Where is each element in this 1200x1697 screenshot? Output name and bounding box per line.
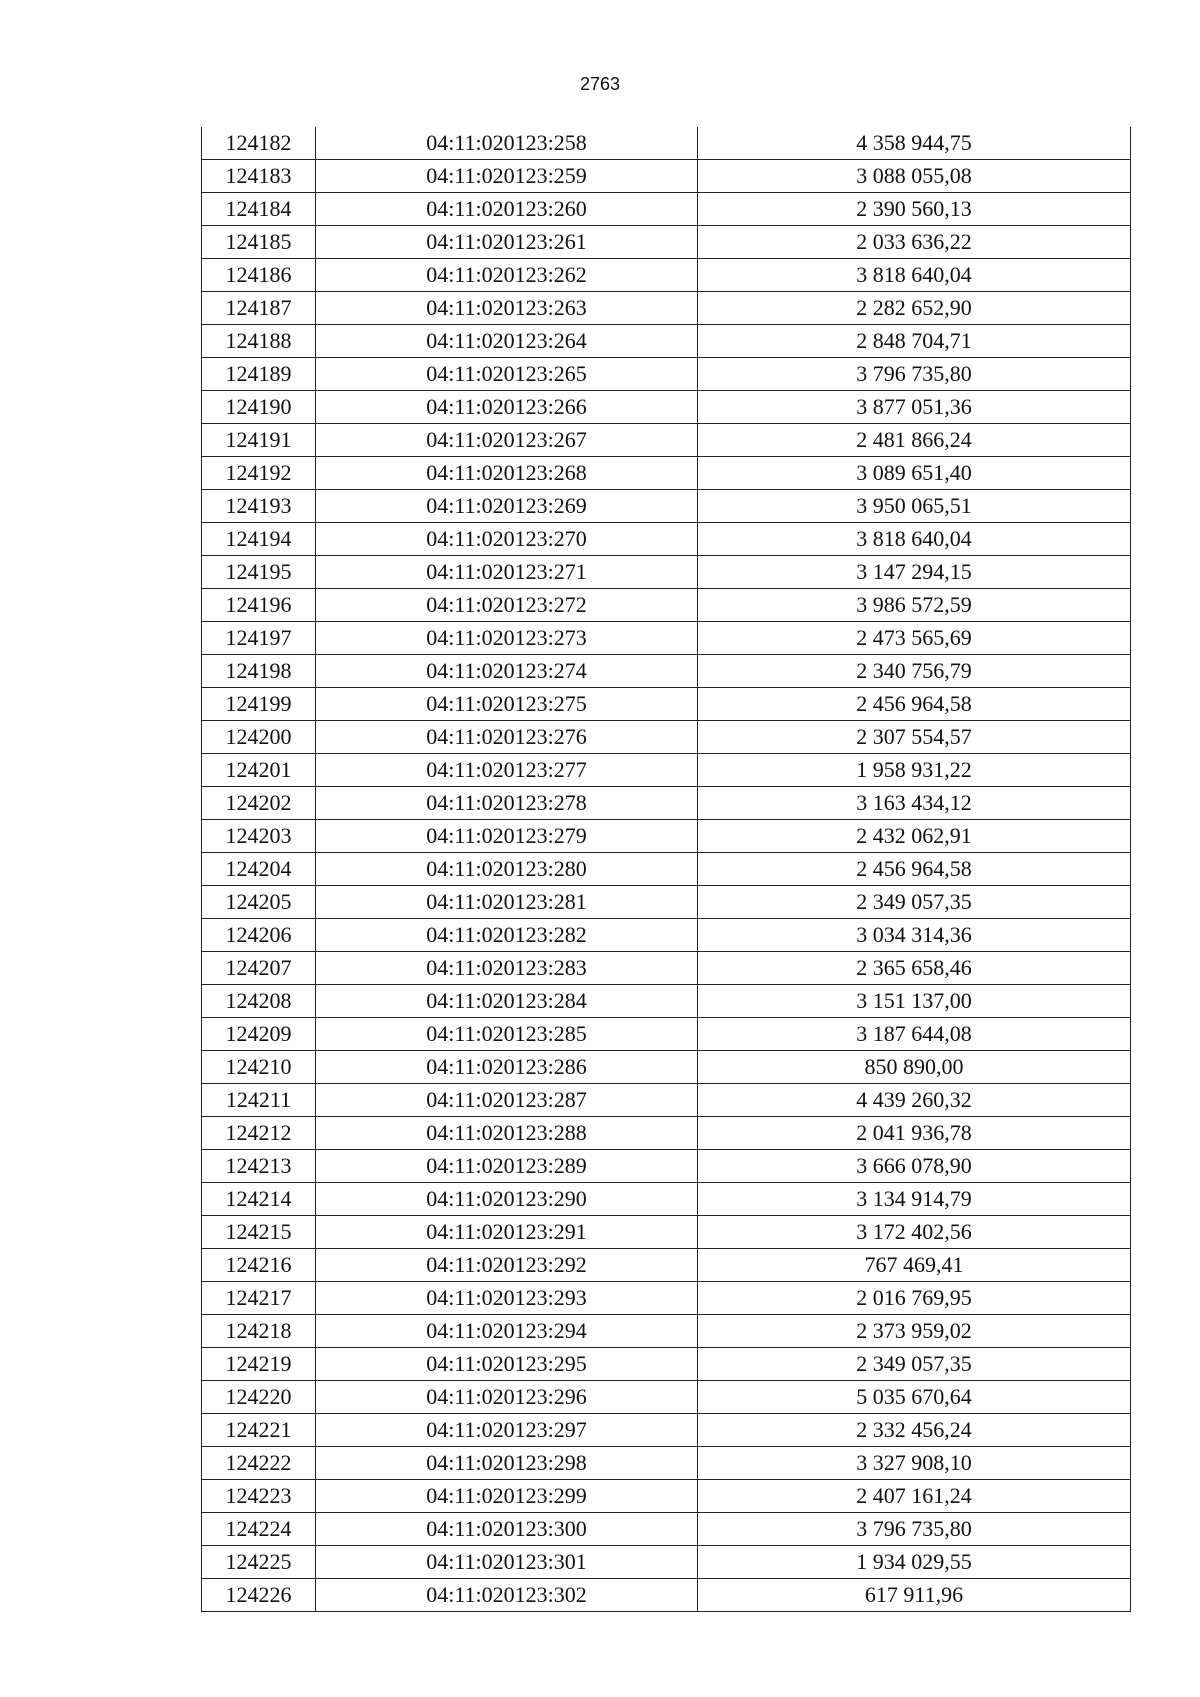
row-number-cell: 124213 bbox=[202, 1150, 316, 1183]
table-row bbox=[202, 1183, 1131, 1216]
row-number-cell: 124184 bbox=[202, 193, 316, 226]
table-row bbox=[202, 886, 1131, 919]
cadastral-number-cell: 04:11:020123:265 bbox=[316, 358, 698, 391]
row-number-cell: 124197 bbox=[202, 622, 316, 655]
cadastral-number-cell: 04:11:020123:262 bbox=[316, 259, 698, 292]
row-number-cell: 124218 bbox=[202, 1315, 316, 1348]
cadastral-value-cell: 4 439 260,32 bbox=[698, 1084, 1131, 1117]
table-row bbox=[202, 1546, 1131, 1579]
cadastral-number-cell: 04:11:020123:302 bbox=[316, 1579, 698, 1612]
table-row bbox=[202, 754, 1131, 787]
row-number-cell: 124216 bbox=[202, 1249, 316, 1282]
cadastral-number-cell: 04:11:020123:297 bbox=[316, 1414, 698, 1447]
row-number-cell: 124202 bbox=[202, 787, 316, 820]
row-number-cell: 124195 bbox=[202, 556, 316, 589]
table-row bbox=[202, 1579, 1131, 1612]
table-row bbox=[202, 688, 1131, 721]
row-number-cell: 124205 bbox=[202, 886, 316, 919]
table-row bbox=[202, 556, 1131, 589]
table-row bbox=[202, 655, 1131, 688]
table-row bbox=[202, 1447, 1131, 1480]
cadastral-value-cell: 2 033 636,22 bbox=[698, 226, 1131, 259]
table-row bbox=[202, 1513, 1131, 1546]
cadastral-number-cell: 04:11:020123:290 bbox=[316, 1183, 698, 1216]
row-number-cell: 124208 bbox=[202, 985, 316, 1018]
table-row bbox=[202, 1480, 1131, 1513]
cadastral-number-cell: 04:11:020123:268 bbox=[316, 457, 698, 490]
cadastral-value-cell: 3 796 735,80 bbox=[698, 1513, 1131, 1546]
cadastral-value-cell: 617 911,96 bbox=[698, 1579, 1131, 1612]
row-number-cell: 124211 bbox=[202, 1084, 316, 1117]
row-number-cell: 124187 bbox=[202, 292, 316, 325]
cadastral-value-table bbox=[201, 127, 1131, 1612]
row-number-cell: 124203 bbox=[202, 820, 316, 853]
cadastral-value-cell: 2 349 057,35 bbox=[698, 1348, 1131, 1381]
cadastral-value-cell: 2 481 866,24 bbox=[698, 424, 1131, 457]
row-number-cell: 124200 bbox=[202, 721, 316, 754]
cadastral-value-cell: 2 332 456,24 bbox=[698, 1414, 1131, 1447]
table-row bbox=[202, 787, 1131, 820]
cadastral-number-cell: 04:11:020123:275 bbox=[316, 688, 698, 721]
cadastral-value-cell: 1 934 029,55 bbox=[698, 1546, 1131, 1579]
cadastral-number-cell: 04:11:020123:258 bbox=[316, 127, 698, 160]
cadastral-number-cell: 04:11:020123:300 bbox=[316, 1513, 698, 1546]
table-row bbox=[202, 1414, 1131, 1447]
table-row bbox=[202, 523, 1131, 556]
cadastral-number-cell: 04:11:020123:287 bbox=[316, 1084, 698, 1117]
row-number-cell: 124212 bbox=[202, 1117, 316, 1150]
table-row bbox=[202, 259, 1131, 292]
table-row bbox=[202, 622, 1131, 655]
cadastral-number-cell: 04:11:020123:263 bbox=[316, 292, 698, 325]
table-row bbox=[202, 292, 1131, 325]
row-number-cell: 124225 bbox=[202, 1546, 316, 1579]
row-number-cell: 124199 bbox=[202, 688, 316, 721]
table-row bbox=[202, 1051, 1131, 1084]
cadastral-value-cell: 3 034 314,36 bbox=[698, 919, 1131, 952]
row-number-cell: 124186 bbox=[202, 259, 316, 292]
cadastral-value-cell: 2 456 964,58 bbox=[698, 853, 1131, 886]
cadastral-number-cell: 04:11:020123:260 bbox=[316, 193, 698, 226]
cadastral-value-cell: 2 407 161,24 bbox=[698, 1480, 1131, 1513]
cadastral-number-cell: 04:11:020123:283 bbox=[316, 952, 698, 985]
row-number-cell: 124224 bbox=[202, 1513, 316, 1546]
cadastral-number-cell: 04:11:020123:299 bbox=[316, 1480, 698, 1513]
table-row bbox=[202, 1381, 1131, 1414]
row-number-cell: 124190 bbox=[202, 391, 316, 424]
cadastral-number-cell: 04:11:020123:269 bbox=[316, 490, 698, 523]
row-number-cell: 124217 bbox=[202, 1282, 316, 1315]
cadastral-number-cell: 04:11:020123:273 bbox=[316, 622, 698, 655]
row-number-cell: 124198 bbox=[202, 655, 316, 688]
row-number-cell: 124194 bbox=[202, 523, 316, 556]
row-number-cell: 124210 bbox=[202, 1051, 316, 1084]
cadastral-value-cell: 3 666 078,90 bbox=[698, 1150, 1131, 1183]
cadastral-number-cell: 04:11:020123:298 bbox=[316, 1447, 698, 1480]
table-row bbox=[202, 1348, 1131, 1381]
row-number-cell: 124191 bbox=[202, 424, 316, 457]
cadastral-value-cell: 2 041 936,78 bbox=[698, 1117, 1131, 1150]
cadastral-number-cell: 04:11:020123:285 bbox=[316, 1018, 698, 1051]
row-number-cell: 124196 bbox=[202, 589, 316, 622]
row-number-cell: 124204 bbox=[202, 853, 316, 886]
table-row bbox=[202, 919, 1131, 952]
cadastral-value-cell: 850 890,00 bbox=[698, 1051, 1131, 1084]
cadastral-value-cell: 767 469,41 bbox=[698, 1249, 1131, 1282]
cadastral-number-cell: 04:11:020123:261 bbox=[316, 226, 698, 259]
cadastral-number-cell: 04:11:020123:291 bbox=[316, 1216, 698, 1249]
table-row bbox=[202, 1249, 1131, 1282]
cadastral-value-cell: 3 818 640,04 bbox=[698, 259, 1131, 292]
cadastral-number-cell: 04:11:020123:301 bbox=[316, 1546, 698, 1579]
cadastral-number-cell: 04:11:020123:294 bbox=[316, 1315, 698, 1348]
table-row bbox=[202, 820, 1131, 853]
table-row bbox=[202, 721, 1131, 754]
row-number-cell: 124193 bbox=[202, 490, 316, 523]
cadastral-number-cell: 04:11:020123:286 bbox=[316, 1051, 698, 1084]
cadastral-value-cell: 2 307 554,57 bbox=[698, 721, 1131, 754]
cadastral-value-cell: 2 373 959,02 bbox=[698, 1315, 1131, 1348]
row-number-cell: 124207 bbox=[202, 952, 316, 985]
table-row bbox=[202, 853, 1131, 886]
cadastral-number-cell: 04:11:020123:281 bbox=[316, 886, 698, 919]
table-row bbox=[202, 160, 1131, 193]
cadastral-value-cell: 2 016 769,95 bbox=[698, 1282, 1131, 1315]
cadastral-value-cell: 3 089 651,40 bbox=[698, 457, 1131, 490]
row-number-cell: 124192 bbox=[202, 457, 316, 490]
row-number-cell: 124201 bbox=[202, 754, 316, 787]
cadastral-value-cell: 3 986 572,59 bbox=[698, 589, 1131, 622]
row-number-cell: 124220 bbox=[202, 1381, 316, 1414]
row-number-cell: 124215 bbox=[202, 1216, 316, 1249]
row-number-cell: 124222 bbox=[202, 1447, 316, 1480]
cadastral-number-cell: 04:11:020123:288 bbox=[316, 1117, 698, 1150]
row-number-cell: 124183 bbox=[202, 160, 316, 193]
cadastral-number-cell: 04:11:020123:272 bbox=[316, 589, 698, 622]
cadastral-number-cell: 04:11:020123:284 bbox=[316, 985, 698, 1018]
row-number-cell: 124223 bbox=[202, 1480, 316, 1513]
row-number-cell: 124185 bbox=[202, 226, 316, 259]
row-number-cell: 124221 bbox=[202, 1414, 316, 1447]
cadastral-value-cell: 3 172 402,56 bbox=[698, 1216, 1131, 1249]
cadastral-value-cell: 4 358 944,75 bbox=[698, 127, 1131, 160]
cadastral-number-cell: 04:11:020123:274 bbox=[316, 655, 698, 688]
table-row bbox=[202, 1216, 1131, 1249]
table-row bbox=[202, 1282, 1131, 1315]
cadastral-value-cell: 3 163 434,12 bbox=[698, 787, 1131, 820]
table-row bbox=[202, 226, 1131, 259]
row-number-cell: 124209 bbox=[202, 1018, 316, 1051]
row-number-cell: 124182 bbox=[202, 127, 316, 160]
cadastral-value-cell: 3 818 640,04 bbox=[698, 523, 1131, 556]
table-row bbox=[202, 1117, 1131, 1150]
cadastral-value-cell: 1 958 931,22 bbox=[698, 754, 1131, 787]
cadastral-value-cell: 3 877 051,36 bbox=[698, 391, 1131, 424]
cadastral-number-cell: 04:11:020123:289 bbox=[316, 1150, 698, 1183]
cadastral-value-cell: 5 035 670,64 bbox=[698, 1381, 1131, 1414]
table-row bbox=[202, 1315, 1131, 1348]
cadastral-value-cell: 3 088 055,08 bbox=[698, 160, 1131, 193]
row-number-cell: 124214 bbox=[202, 1183, 316, 1216]
cadastral-number-cell: 04:11:020123:267 bbox=[316, 424, 698, 457]
table-row bbox=[202, 358, 1131, 391]
table-body bbox=[202, 127, 1131, 1612]
cadastral-number-cell: 04:11:020123:266 bbox=[316, 391, 698, 424]
table-row bbox=[202, 490, 1131, 523]
page-number: 2763 bbox=[579, 74, 621, 94]
cadastral-number-cell: 04:11:020123:292 bbox=[316, 1249, 698, 1282]
row-number-cell: 124189 bbox=[202, 358, 316, 391]
table-row bbox=[202, 325, 1131, 358]
cadastral-number-cell: 04:11:020123:280 bbox=[316, 853, 698, 886]
cadastral-value-cell: 3 147 294,15 bbox=[698, 556, 1131, 589]
cadastral-value-cell: 2 848 704,71 bbox=[698, 325, 1131, 358]
table-row bbox=[202, 127, 1131, 160]
cadastral-number-cell: 04:11:020123:296 bbox=[316, 1381, 698, 1414]
cadastral-number-cell: 04:11:020123:276 bbox=[316, 721, 698, 754]
cadastral-value-cell: 2 282 652,90 bbox=[698, 292, 1131, 325]
cadastral-number-cell: 04:11:020123:277 bbox=[316, 754, 698, 787]
table-row bbox=[202, 424, 1131, 457]
table-row bbox=[202, 193, 1131, 226]
cadastral-value-cell: 2 349 057,35 bbox=[698, 886, 1131, 919]
cadastral-number-cell: 04:11:020123:293 bbox=[316, 1282, 698, 1315]
cadastral-number-cell: 04:11:020123:259 bbox=[316, 160, 698, 193]
row-number-cell: 124206 bbox=[202, 919, 316, 952]
table-row bbox=[202, 589, 1131, 622]
cadastral-number-cell: 04:11:020123:264 bbox=[316, 325, 698, 358]
table-row bbox=[202, 952, 1131, 985]
cadastral-number-cell: 04:11:020123:271 bbox=[316, 556, 698, 589]
cadastral-number-cell: 04:11:020123:278 bbox=[316, 787, 698, 820]
table-row bbox=[202, 985, 1131, 1018]
table-row bbox=[202, 1018, 1131, 1051]
cadastral-value-cell: 3 134 914,79 bbox=[698, 1183, 1131, 1216]
cadastral-value-cell: 3 151 137,00 bbox=[698, 985, 1131, 1018]
cadastral-value-table-container bbox=[201, 127, 1130, 1612]
cadastral-number-cell: 04:11:020123:295 bbox=[316, 1348, 698, 1381]
cadastral-value-cell: 2 432 062,91 bbox=[698, 820, 1131, 853]
table-row bbox=[202, 391, 1131, 424]
cadastral-number-cell: 04:11:020123:282 bbox=[316, 919, 698, 952]
cadastral-value-cell: 3 950 065,51 bbox=[698, 490, 1131, 523]
cadastral-number-cell: 04:11:020123:279 bbox=[316, 820, 698, 853]
cadastral-number-cell: 04:11:020123:270 bbox=[316, 523, 698, 556]
cadastral-value-cell: 3 187 644,08 bbox=[698, 1018, 1131, 1051]
table-row bbox=[202, 1150, 1131, 1183]
cadastral-value-cell: 2 340 756,79 bbox=[698, 655, 1131, 688]
row-number-cell: 124219 bbox=[202, 1348, 316, 1381]
cadastral-value-cell: 2 473 565,69 bbox=[698, 622, 1131, 655]
table-row bbox=[202, 1084, 1131, 1117]
cadastral-value-cell: 2 456 964,58 bbox=[698, 688, 1131, 721]
cadastral-value-cell: 2 365 658,46 bbox=[698, 952, 1131, 985]
row-number-cell: 124226 bbox=[202, 1579, 316, 1612]
table-row bbox=[202, 457, 1131, 490]
cadastral-value-cell: 2 390 560,13 bbox=[698, 193, 1131, 226]
cadastral-value-cell: 3 796 735,80 bbox=[698, 358, 1131, 391]
cadastral-value-cell: 3 327 908,10 bbox=[698, 1447, 1131, 1480]
row-number-cell: 124188 bbox=[202, 325, 316, 358]
